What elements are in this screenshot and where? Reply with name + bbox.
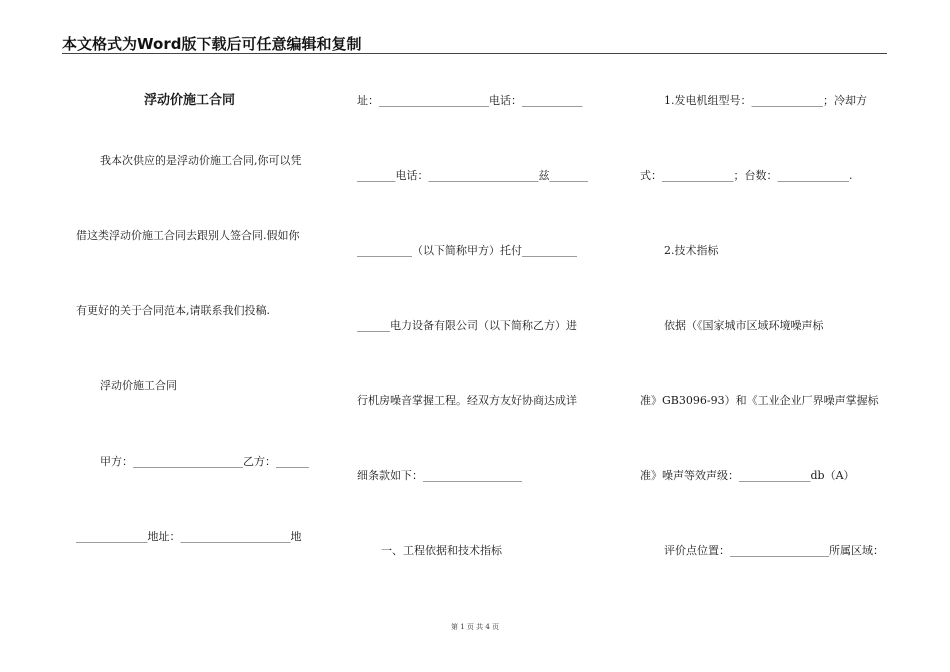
body-line: 评价点位置：__________________所属区域：	[664, 544, 884, 557]
body-line: _______电话：____________________兹_______	[357, 169, 588, 182]
section-heading: 2.技术指标	[664, 244, 719, 257]
body-line: 式：_____________；台数：_____________.	[640, 169, 853, 182]
body-line: 依据（《国家城市区域环境噪声标	[664, 319, 824, 332]
body-line: 我本次供应的是浮动价施工合同,你可以凭	[100, 154, 302, 167]
body-line: 准》噪声等效声级：_____________db（A）	[640, 469, 855, 482]
body-line: __________（以下简称甲方）托付__________	[357, 244, 577, 257]
address-line: _____________地址：____________________地	[76, 530, 302, 543]
document-header-title: 本文格式为Word版下载后可任意编辑和复制	[62, 35, 362, 53]
body-line: 1.发电机组型号：_____________；冷却方	[664, 94, 867, 107]
body-line: ______电力设备有限公司（以下简称乙方）进	[357, 319, 577, 332]
body-line: 准》GB3096-93）和《工业企业厂界噪声掌握标	[640, 394, 879, 407]
header-divider	[62, 53, 887, 54]
subtitle-line: 浮动价施工合同	[100, 379, 177, 392]
contract-title: 浮动价施工合同	[144, 93, 236, 108]
body-line: 行机房噪音掌握工程。经双方友好协商达成详	[357, 394, 577, 407]
body-line: 有更好的关于合同范本,请联系我们投稿.	[76, 304, 270, 317]
section-heading: 一、工程依据和技术指标	[381, 544, 502, 557]
body-line: 借这类浮动价施工合同去跟别人签合同.假如你	[76, 229, 300, 242]
page-number: 第 1 页 共 4 页	[450, 623, 500, 631]
body-line: 细条款如下：__________________	[357, 469, 522, 482]
body-line: 址：____________________电话：___________	[357, 94, 583, 107]
party-line: 甲方：____________________乙方：______	[100, 455, 309, 468]
